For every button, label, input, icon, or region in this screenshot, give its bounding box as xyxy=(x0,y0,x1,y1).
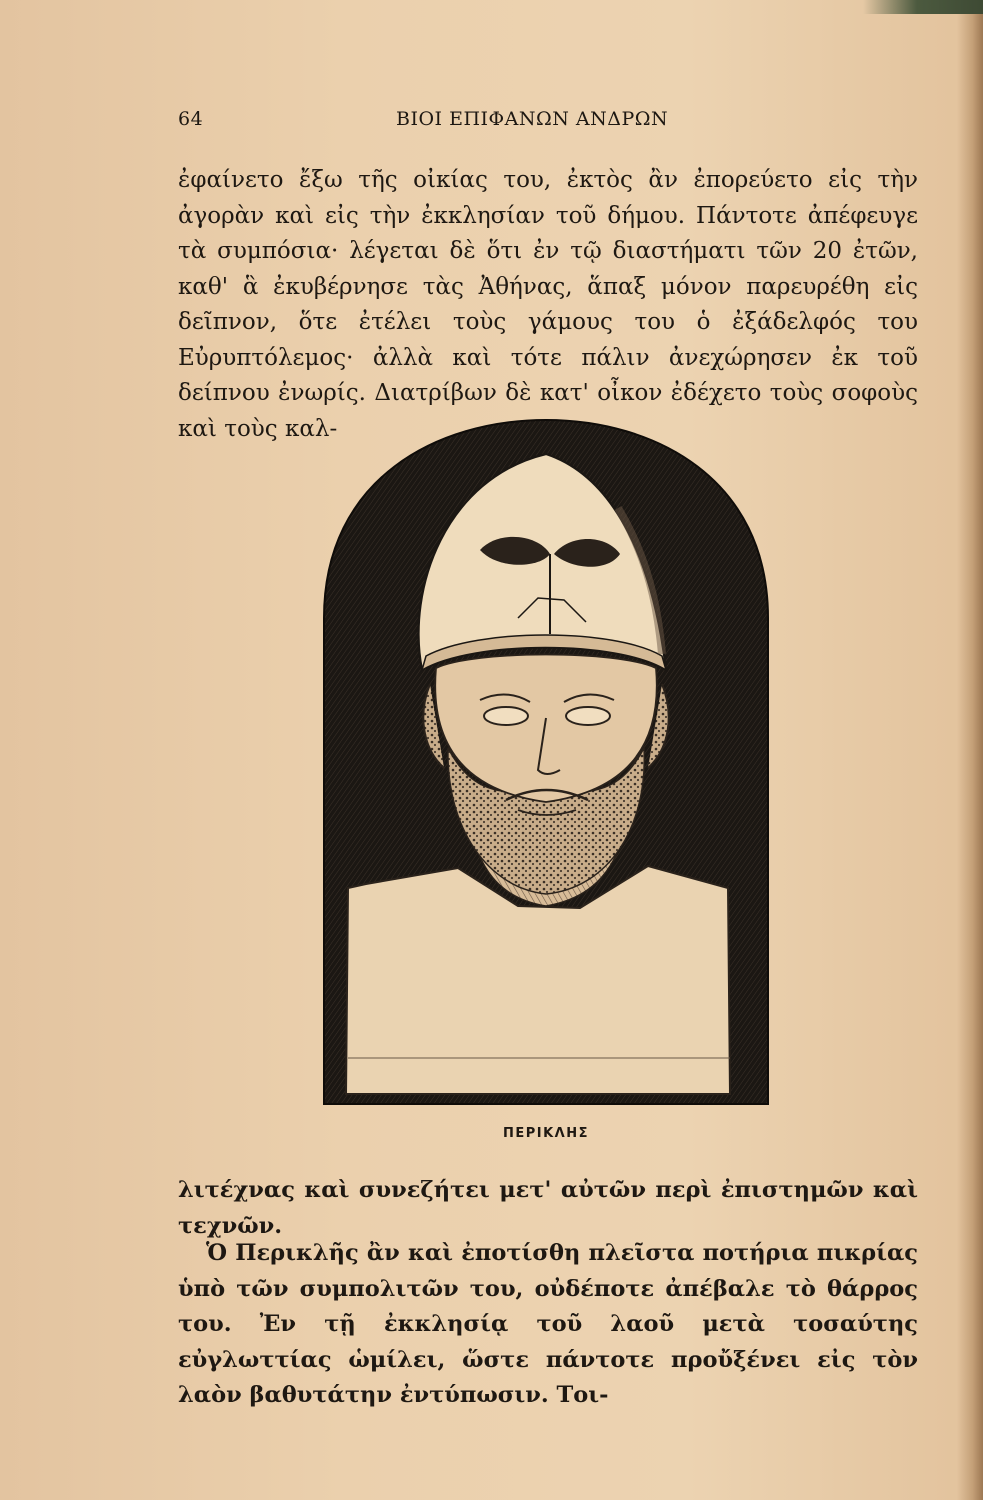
page-header xyxy=(178,108,918,138)
page-number: 64 xyxy=(178,108,204,130)
book-cover-edge xyxy=(863,0,983,14)
paragraph-bottom: Ὁ Περικλῆς ἂν καὶ ἐποτίσθη πλεῖστα ποτήρια πικρίας ὑπὸ τῶν συμπολιτῶν του, οὐδέποτε ἀπέβαλε τὸ θάρρος του. Ἐν τῇ ἐκκλησίᾳ τοῦ λαοῦ μετὰ τοσαύτης εὐγλωττίας ὡμίλει, ὥστε πάντοτε προὔξένει εἰς τὸν λαὸν βαθυτάτην ἐντύπωσιν. Τοι- xyxy=(178,1240,918,1408)
running-head: ΒΙΟΙ ΕΠΙΦΑΝΩΝ ΑΝΔΡΩΝ xyxy=(396,108,669,130)
page-edge-shadow xyxy=(957,0,983,1500)
paragraph-top: ἐφαίνετο ἔξω τῆς οἰκίας του, ἐκτὸς ἂν ἐπορεύετο εἰς τὴν ἀγορὰν καὶ εἰς τὴν ἐκκλησίαν τοῦ δήμου. Πάντοτε ἀπέφευγε τὰ συμπόσια· λέγεται δὲ ὅτι ἐν τῷ διαστήματι τῶν 20 ἐτῶν, καθ' ἃ ἐκυβέρνησε τὰς Ἀθήνας, ἅπαξ μόνον παρευρέθη εἰς δεῖπνον, ὅτε ἐτέλει τοὺς γάμους του ὁ ἐξάδελφός του Εὐρυπτόλεμος· ἀλλὰ καὶ τότε πάλιν ἀνεχώρησεν ἐκ τοῦ δείπνου ἐνωρίς. Διατρίβων δὲ κατ' οἶκον ἐδέχετο τοὺς σοφοὺς καὶ τοὺς καλ- xyxy=(178,167,918,442)
pericles-portrait-figure xyxy=(318,418,774,1110)
figure-caption: ΠΕΡΙΚΛΗΣ xyxy=(502,1126,590,1141)
pericles-bust-engraving xyxy=(318,418,774,1110)
paragraph-middle: λιτέχνας καὶ συνεζήτει μετ' αὐτῶν περὶ ἐπιστημῶν καὶ τεχνῶν. xyxy=(178,1177,918,1239)
